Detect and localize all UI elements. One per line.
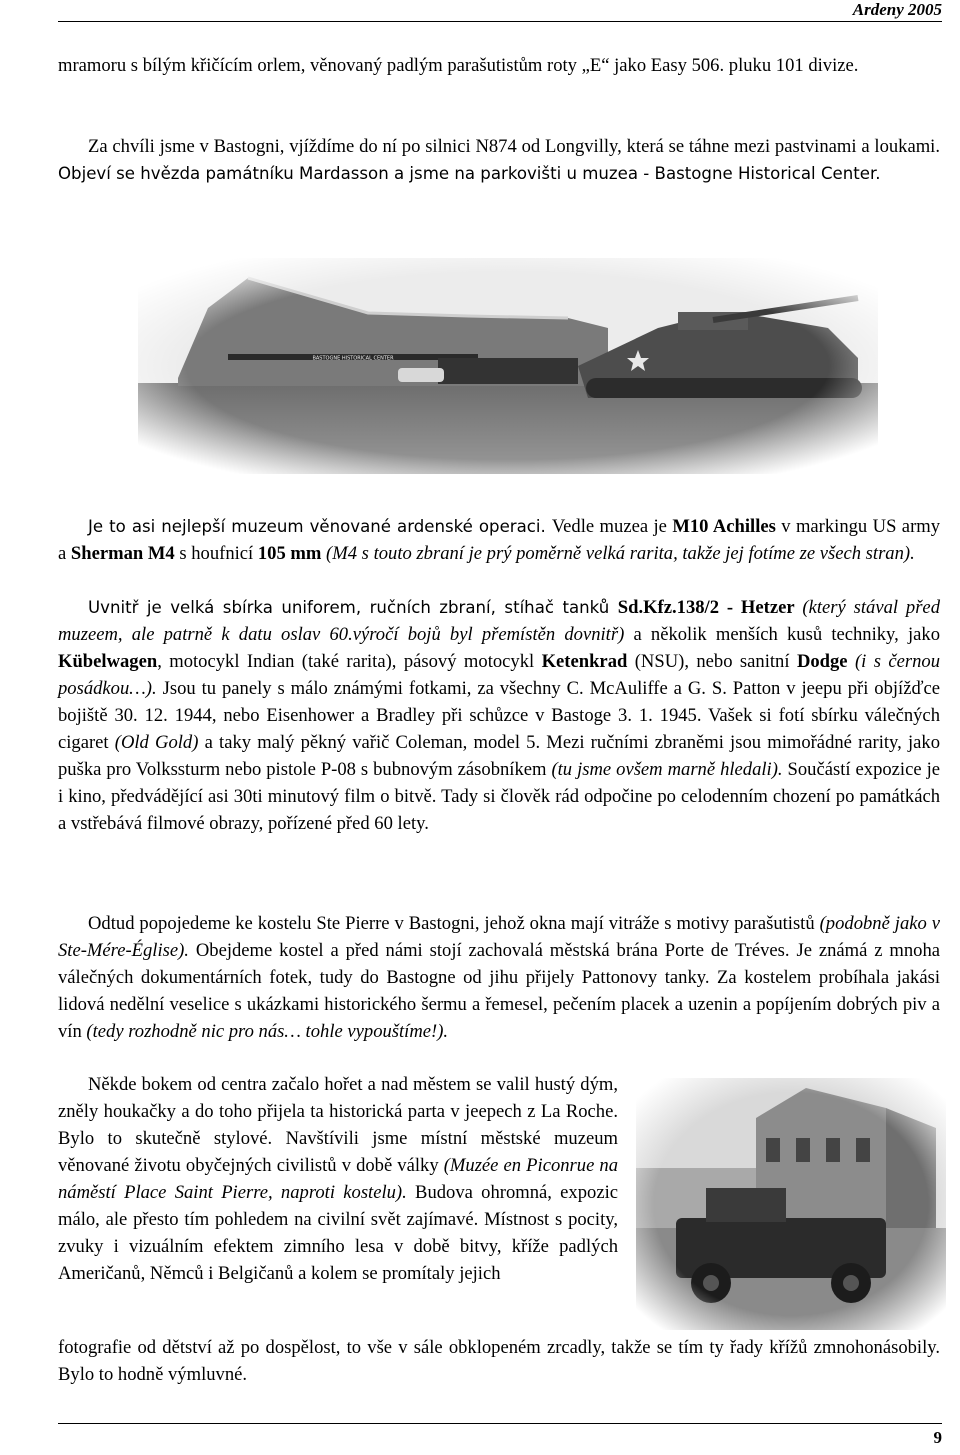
text-run: Za chvíli jsme v Bastogni, vjíždíme do ní po silnici N874 od Longvilly, která se táhne mezi pastvinami a loukami. xyxy=(88,136,940,157)
text-run: fotografie od dětství až po dospělost, to vše v sále obklopeném zrcadly, takže se tím ty řady křížů zmnohonásobily. Bylo to hodně výmluvné. xyxy=(58,1337,940,1385)
text-run: Vedle muzea je xyxy=(551,516,673,537)
text-run: (NSU), nebo sanitní xyxy=(627,651,797,672)
text-run: (podobně jako v Ste-Mére-Église). xyxy=(58,913,941,961)
text-run: Sherman M4 xyxy=(70,543,175,564)
text-run: Obejdeme kostel a před námi stojí zachovalá městská brána Porte de Tréves. Je známá z mnoha válečných dokumentárních fotek, tudy do Bastogne od jihu přijely Pattonovy tanky. Za kostelem probíhala jakási lidová nedělní veselice s ukázkami historického šermu a řemesel, pečením placek a uzenin a popíjením dobrých piv a vín xyxy=(58,940,940,1042)
text-run: M10 Achilles xyxy=(672,516,776,537)
text-run: Kübelwagen xyxy=(58,651,158,672)
text-run: Sd.Kfz. xyxy=(617,597,677,618)
text-run: a několik menších kusů techniky, jako xyxy=(624,624,940,645)
text-run: v markingu US army a xyxy=(58,516,941,564)
header-title: Ardeny 2005 xyxy=(852,0,942,19)
text-run: Ketenkrad xyxy=(541,651,628,672)
paragraph-1 xyxy=(58,52,940,79)
text-run: Budova ohromná, expozic málo, ale přesto tím pohledem na civilní svět zajímavé. Místnost s pocity, zvuky i vizuálním efektem zimního lesa v době bitvy, kříže padlých Američanů, Němců i Belgičanů a kolem se promítaly jejich xyxy=(58,1182,618,1284)
page-number: 9 xyxy=(933,1428,942,1447)
text-run: , motocykl Indian (také rarita), pásový motocykl xyxy=(157,651,542,672)
text-run: Je to asi nejlepší muzeum věnované ardenské operaci. xyxy=(88,517,552,536)
text-run: (Old Gold) xyxy=(114,732,199,753)
text-run: (tedy rozhodně nic pro nás… tohle vypouštíme!). xyxy=(86,1021,449,1042)
text-run: 105 mm xyxy=(257,543,322,564)
museum-photo xyxy=(138,258,878,474)
text-run: (Muzée en Piconrue na náměstí Place Saint Pierre, naproti kostelu). xyxy=(58,1155,619,1203)
paragraph-7 xyxy=(58,1334,940,1388)
text-run: s houfnicí xyxy=(174,543,258,564)
paragraph-2 xyxy=(58,133,940,187)
paragraph-5 xyxy=(58,910,940,1045)
paragraph-4 xyxy=(58,594,940,837)
text-run: (který stával před muzeem, ale patrně k datu oslav 60.výročí bojů byl přemístěn dovnitř) xyxy=(58,597,940,645)
text-run: (tu jsme ovšem marně hledali). xyxy=(551,759,783,780)
text-run: (M4 s touto zbraní je prý poměrně velká rarita, takže jej fotíme ze všech stran). xyxy=(321,543,915,564)
header-rule xyxy=(58,21,942,22)
text-run: 138/2 - Hetzer xyxy=(676,597,795,618)
text-run: Dodge xyxy=(796,651,848,672)
paragraph-3 xyxy=(58,513,940,567)
jeep-photo xyxy=(636,1078,946,1330)
text-run: mramoru s bílým křičícím orlem, věnovaný padlým parašutistům roty „E“ jako Easy 506. pluku 101 divize. xyxy=(58,55,859,76)
text-run: Jsou tu panely s málo známými fotkami, za všechny C. McAuliffe a G. S. Patton v jeepu při objížďce bojiště 30. 12. 1944, nebo Eisenhower a Bradley při schůzce v Bastoge 3. 1. 1945. Vašek si fotí sbírku válečných cigaret xyxy=(58,678,940,753)
text-run: Objeví se hvězda památníku Mardasson a jsme na parkovišti u muzea - Bastogne Historical Center. xyxy=(58,164,881,183)
text-run: Součástí expozice je i kino, předvádějící asi 30ti minutový film o bitvě. Tady si člověk rád odpočine po celodenním chození po památkách a vstřebává filmové obrazy, pořízené před 60 lety. xyxy=(58,759,940,834)
text-run: (i s černou posádkou…). xyxy=(58,651,941,699)
footer-rule xyxy=(58,1423,942,1424)
text-run: a taky malý pěkný vařič Coleman, model 5. Mezi ručními zbraněmi jsou mimořádné rarity, jako puška pro Volkssturm nebo pistole P-08 s bubnovým zásobníkem xyxy=(58,732,940,780)
text-run: Někde bokem od centra začalo hořet a nad městem se valil hustý dým, zněly houkačky a do toho přijela ta historická parta v jeepech z La Roche. Bylo to skutečně stylové. Navštívili jsme místní městské muzeum věnované životu obyčejných civilistů v době války xyxy=(58,1074,618,1176)
text-run: Uvnitř je velká sbírka uniforem, ručních zbraní, stíhač tanků xyxy=(88,598,618,617)
text-run: Odtud popojedeme ke kostelu Ste Pierre v Bastogni, jehož okna mají vitráže s motivy parašutistů xyxy=(88,913,820,934)
paragraph-6 xyxy=(58,1071,618,1287)
